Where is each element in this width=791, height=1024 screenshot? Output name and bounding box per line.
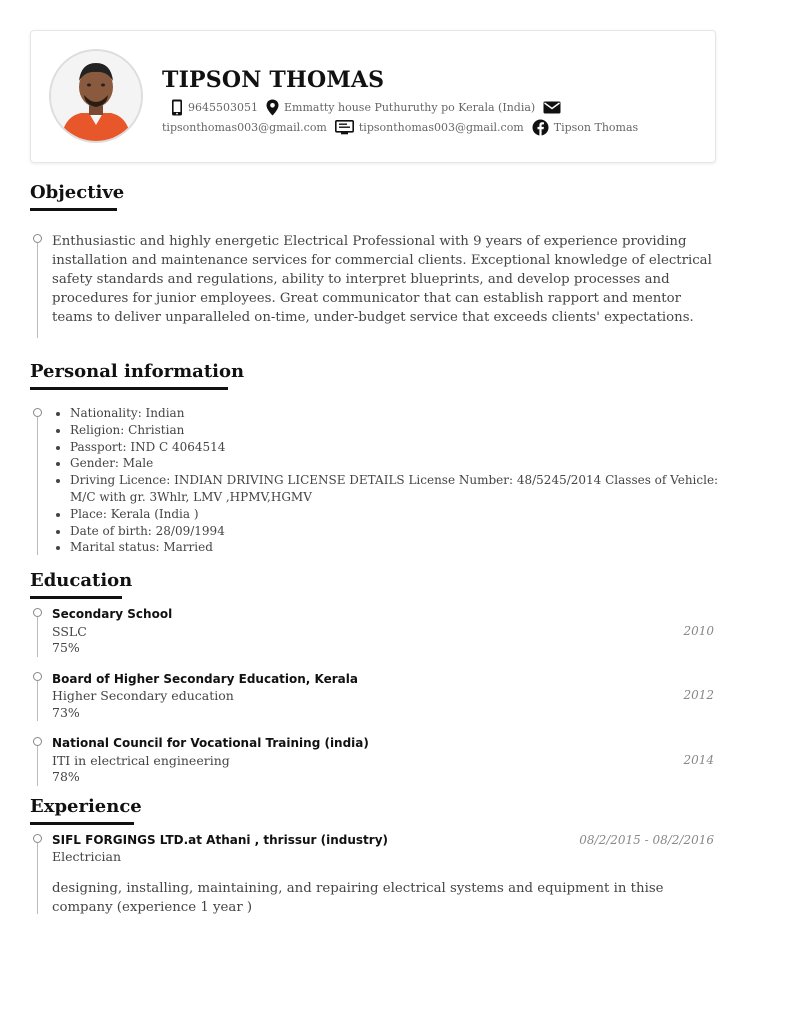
experience-underline	[30, 822, 134, 825]
timeline-dot	[33, 608, 42, 617]
address-contact	[266, 99, 535, 116]
location-pin-icon	[266, 99, 279, 116]
education-institution: Board of Higher Secondary Education, Kerala	[52, 672, 358, 686]
education-year: 2010	[683, 624, 714, 638]
experience-company: SIFL FORGINGS LTD.at Athani , thrissur (industry)	[52, 833, 389, 847]
timeline-dot	[33, 834, 42, 843]
experience-description: designing, installing, maintaining, and repairing electrical systems and equipment in thise company (experience 1 year )	[52, 881, 664, 915]
header-card	[30, 30, 716, 163]
timeline-dot	[33, 408, 42, 417]
contact-row-primary	[171, 99, 574, 116]
education-score: 73%	[52, 705, 80, 720]
timeline-line	[37, 243, 38, 338]
education-year: 2012	[683, 688, 714, 702]
experience-heading: Experience	[30, 796, 142, 817]
website-contact[interactable]	[335, 120, 524, 135]
timeline-dot	[33, 737, 42, 746]
personal-item-driving-licence: • Driving Licence: INDIAN DRIVING LICENSE DETAILS License Number: 48/5245/2014 Classes of Vehicle: M/C with gr. 3Whlr, LMV ,HPMV,HGMV	[70, 472, 720, 506]
education-course: ITI in electrical engineering	[52, 753, 230, 768]
personal-item-gender: • Gender: Male	[70, 455, 720, 472]
timeline-line	[37, 843, 38, 914]
person-photo-icon	[51, 51, 141, 141]
education-score: 75%	[52, 640, 80, 655]
objective-text: Enthusiastic and highly energetic Electrical Professional with 9 years of experience providing installation and maintenance services for commercial clients. Exceptional knowledge of electrical safety standards and regulations, ability to interpret blueprints, and develop processes and procedures for junior employees. Great communicator that can establish rapport and mentor teams to deliver unparalleled on-time, under-budget service that exceeds clients' expectations.	[52, 234, 712, 325]
education-underline	[30, 596, 122, 599]
personal-info-list	[52, 405, 720, 556]
timeline-line	[37, 746, 38, 786]
email-contact[interactable]	[162, 121, 327, 134]
personal-item-marital-status: • Marital status: Married	[70, 539, 720, 556]
education-score: 78%	[52, 769, 80, 784]
monitor-icon	[335, 120, 354, 135]
envelope-icon	[543, 101, 561, 114]
timeline-line	[37, 417, 38, 555]
email-text: tipsonthomas003@gmail.com	[162, 121, 327, 134]
education-institution: National Council for Vocational Training (india)	[52, 736, 369, 750]
objective-underline	[30, 208, 117, 211]
personal-info-heading: Personal information	[30, 361, 245, 382]
personal-item-nationality: • Nationality: Indian	[70, 405, 720, 422]
timeline-dot	[33, 234, 42, 243]
email-icon-wrap[interactable]	[543, 101, 566, 114]
personal-item-place: • Place: Kerala (India )	[70, 506, 720, 523]
education-year: 2014	[683, 753, 714, 767]
objective-heading: Objective	[30, 182, 125, 203]
personal-item-passport: • Passport: IND C 4064514	[70, 439, 720, 456]
contact-row-secondary	[162, 119, 646, 136]
personal-info-underline	[30, 387, 228, 390]
experience-role: Electrician	[52, 849, 122, 864]
education-course: SSLC	[52, 624, 87, 639]
phone-text: 9645503051	[188, 101, 258, 114]
website-text: tipsonthomas003@gmail.com	[358, 121, 524, 134]
facebook-contact[interactable]	[532, 119, 638, 136]
experience-dates: 08/2/2015 - 08/2/2016	[579, 833, 714, 847]
education-institution: Secondary School	[52, 607, 173, 621]
timeline-dot	[33, 672, 42, 681]
timeline-line	[37, 617, 38, 657]
candidate-name: TIPSON THOMAS	[162, 67, 385, 93]
phone-icon	[171, 99, 183, 116]
personal-item-date-of-birth: • Date of birth: 28/09/1994	[70, 523, 720, 540]
profile-photo	[49, 49, 143, 143]
timeline-line	[37, 681, 38, 721]
address-text: Emmatty house Puthuruthy po Kerala (India)	[284, 101, 536, 114]
education-course: Higher Secondary education	[52, 688, 234, 703]
facebook-text: Tipson Thomas	[553, 121, 639, 134]
facebook-icon	[532, 119, 549, 136]
personal-item-religion: • Religion: Christian	[70, 422, 720, 439]
phone-contact[interactable]	[171, 99, 258, 116]
education-heading: Education	[30, 570, 133, 591]
